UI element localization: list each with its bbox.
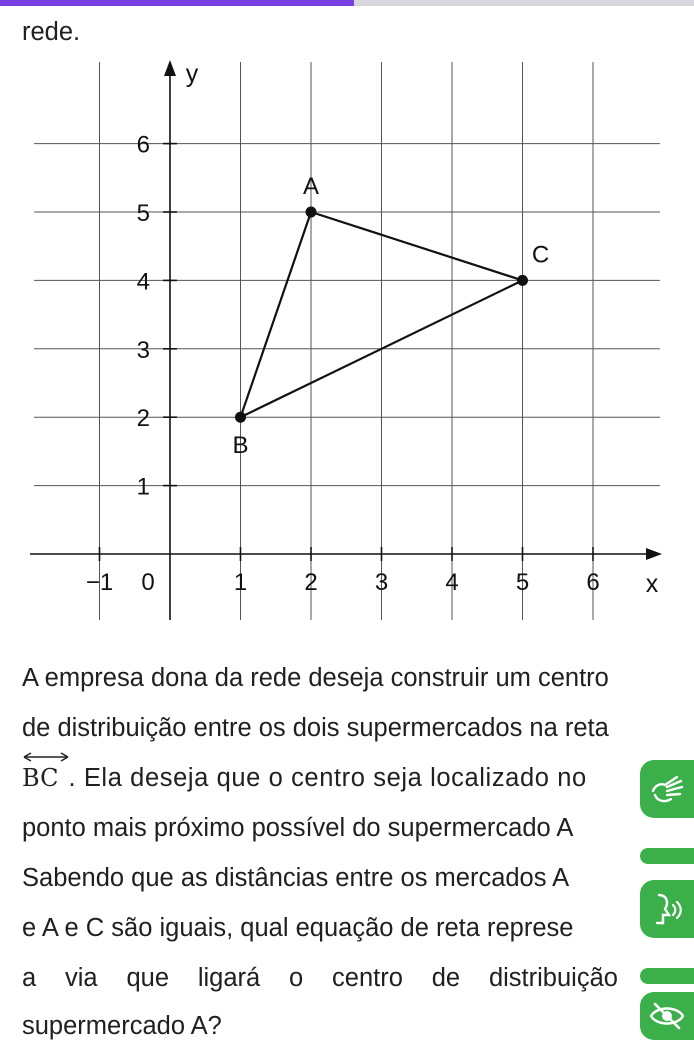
word: centro [332, 964, 403, 992]
progress-fill [0, 0, 354, 6]
toolbar-button-partial-2[interactable] [640, 968, 694, 984]
point-a [306, 207, 317, 218]
point-c [517, 275, 528, 286]
accessibility-toolbar [640, 760, 694, 1040]
progress-bar [0, 0, 694, 6]
y-tick-label: 1 [136, 473, 150, 501]
y-tick-label: 3 [136, 336, 150, 364]
chart-grid [34, 62, 660, 620]
x-tick-label: 4 [445, 569, 459, 596]
toolbar-button-partial[interactable] [640, 848, 694, 864]
paragraph-line-3-rest: . Ela deseja que o centro seja localizado no [68, 764, 587, 792]
word: a [22, 964, 37, 992]
x-tick-label: 6 [586, 569, 600, 596]
line-arrow-icon [22, 750, 72, 764]
paragraph-line-2: de distribuição entre os dois supermercados na reta [22, 714, 609, 742]
x-tick-label: 5 [515, 569, 530, 596]
word: o [289, 964, 304, 992]
coordinate-chart [0, 52, 694, 627]
bc-letters: BC [22, 764, 59, 792]
x-axis-arrow [646, 548, 662, 560]
paragraph-line-8: supermercado A? [22, 1012, 222, 1040]
sign-language-button[interactable] [640, 760, 694, 818]
audio-speaker-icon [647, 889, 687, 929]
point-b [235, 412, 246, 423]
sign-language-icon [647, 769, 687, 809]
word: que [126, 964, 169, 992]
word: distribuição [488, 964, 618, 992]
paragraph-line-1: A empresa dona da rede deseja construir um centro [22, 664, 609, 692]
y-tick-label: 6 [136, 131, 150, 159]
header-text: rede. [22, 18, 81, 46]
chart-points [232, 173, 549, 459]
audio-reader-button[interactable] [640, 880, 694, 938]
word: ligará [197, 964, 261, 992]
y-axis-label: y [185, 60, 199, 88]
paragraph-line-5: Sabendo que as distâncias entre os mercados A [22, 864, 570, 892]
paragraph-line-4: ponto mais próximo possível do supermercado A [22, 814, 574, 842]
x-tick-label: 0 [141, 569, 155, 596]
x-axis-label: x [645, 570, 659, 598]
paragraph-line-7 [22, 962, 618, 994]
visual-accessibility-button[interactable] [640, 992, 694, 1040]
point-label-c: C [531, 241, 550, 269]
x-tick-label: −1 [85, 569, 114, 596]
y-tick-label: 2 [136, 405, 150, 433]
word: via [65, 964, 98, 992]
paragraph-line-6: e A e C são iguais, qual equação de reta represe [22, 914, 574, 942]
x-tick-label: 3 [374, 569, 389, 596]
point-label-b: B [232, 432, 249, 460]
point-label-a: A [302, 173, 320, 200]
x-tick-label: 1 [233, 569, 248, 596]
y-tick-label: 5 [136, 200, 150, 227]
y-tick-label: 4 [136, 268, 150, 296]
word: de [431, 964, 461, 992]
paragraph-line-3 [22, 762, 587, 794]
y-axis-arrow [164, 60, 176, 76]
x-tick-label: 2 [304, 569, 318, 596]
eye-accessibility-icon [647, 996, 687, 1036]
line-bc-notation [22, 762, 58, 794]
